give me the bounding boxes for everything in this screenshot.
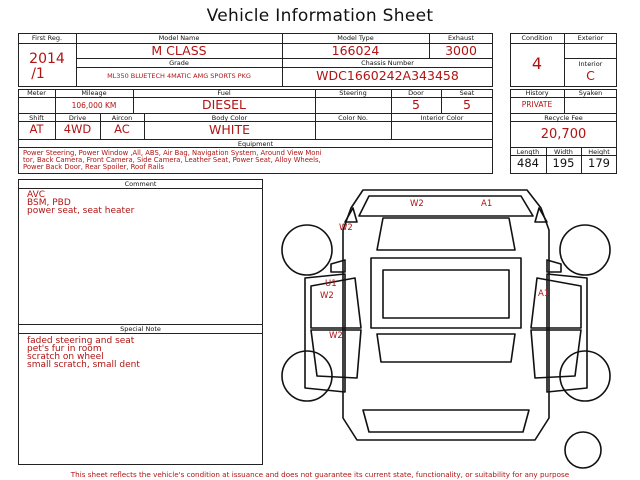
mileage-label: Mileage — [81, 89, 107, 97]
door-label: Door — [408, 89, 424, 97]
chassis-label: Chassis Number — [361, 59, 414, 67]
exhaust-label: Exhaust — [447, 34, 475, 42]
seat-value: 5 — [463, 97, 471, 112]
drive-label: Drive — [68, 114, 87, 122]
length-value: 484 — [517, 156, 539, 170]
car-body-outline — [343, 190, 549, 440]
comment-box — [18, 179, 263, 465]
grade-label: Grade — [169, 59, 189, 67]
chassis-value: WDC1660242A343458 — [316, 68, 459, 83]
model-type-label: Model Type — [337, 34, 374, 42]
fuel-label: Fuel — [217, 89, 231, 97]
color-no-label: Color No. — [338, 114, 368, 122]
model-name-value: M CLASS — [151, 43, 207, 58]
interior-value: C — [586, 68, 595, 83]
history-value: PRIVATE — [521, 100, 553, 109]
spare-wheel — [565, 432, 601, 468]
disclaimer-footer: This sheet reflects the vehicle's condition at issuance and does not guarantee its current state, functionality, or suitability for any purpose — [70, 470, 570, 479]
damage-mark-u1: U1 — [325, 279, 337, 289]
comment-line-1: AVC — [27, 190, 46, 200]
damage-mark-a1-right: A1 — [538, 289, 550, 299]
aircon-label: Aircon — [111, 114, 133, 122]
interior-color-label: Interior Color — [420, 114, 464, 122]
door-value: 5 — [412, 97, 420, 112]
damage-mark-w2-bottom: W2 — [329, 331, 343, 341]
body-color-label: Body Color — [211, 114, 248, 122]
special-note-line-3: scratch on wheel — [27, 352, 104, 362]
wheel-front-right — [560, 225, 610, 275]
shift-value: AT — [29, 122, 44, 136]
height-label: Height — [588, 148, 610, 156]
comment-line-3: power seat, seat heater — [27, 206, 135, 216]
steering-label: Steering — [339, 89, 367, 97]
damage-mark-w2-top: W2 — [410, 199, 424, 209]
equipment-line-2: tor, Back Camera, Front Camera, Side Camera, Leather Seat, Power Seat, Alloy Wheels, — [23, 156, 321, 164]
aircon-value: AC — [114, 122, 130, 136]
shift-label: Shift — [29, 114, 44, 122]
grade-value: ML350 BLUETECH 4MATIC AMG SPORTS PKG — [107, 72, 251, 80]
model-name-label: Model Name — [158, 34, 200, 42]
recycle-fee-label: Recycle Fee — [544, 114, 583, 122]
fuel-value: DIESEL — [201, 97, 246, 112]
comment-line-2: BSM, PBD — [27, 198, 71, 208]
height-value: 179 — [588, 156, 610, 170]
first-reg-label: First Reg. — [31, 34, 63, 42]
page-title: Vehicle Information Sheet — [206, 6, 434, 26]
exhaust-value: 3000 — [445, 43, 477, 58]
width-value: 195 — [552, 156, 575, 170]
condition-label: Condition — [521, 34, 553, 42]
special-note-label: Special Note — [120, 325, 161, 333]
interior-label: Interior — [578, 60, 603, 68]
special-note-line-2: pet's fur in room — [27, 344, 102, 354]
width-label: Width — [554, 148, 573, 156]
equipment-label: Equipment — [237, 140, 274, 148]
first-reg-month: /1 — [31, 66, 45, 82]
damage-mark-w2-left: W2 — [339, 223, 353, 233]
model-type-value: 166024 — [331, 43, 380, 58]
equipment-line-3: Power Back Door, Rear Spoiler, Roof Rails — [23, 163, 164, 171]
car-damage-diagram — [265, 178, 625, 470]
mileage-value: 106,000 KM — [71, 101, 117, 110]
condition-value: 4 — [531, 54, 543, 73]
equipment-line-1: Power Steering, Power Window ,All, ABS, Air Bag, Navigation System, Around View Moni — [23, 149, 322, 157]
damage-mark-a1-top: A1 — [481, 199, 493, 209]
damage-mark-w2-mid: W2 — [320, 291, 334, 301]
exterior-label: Exterior — [577, 34, 604, 42]
seat-label: Seat — [459, 89, 475, 97]
body-color-value: WHITE — [209, 122, 250, 137]
comment-label: Comment — [124, 180, 157, 188]
wheel-front-left — [282, 225, 332, 275]
length-label: Length — [516, 148, 540, 156]
drive-value: 4WD — [63, 122, 92, 136]
recycle-fee-value: 20,700 — [540, 127, 587, 142]
special-note-line-1: faded steering and seat — [27, 336, 135, 346]
first-reg-year: 2014 — [29, 51, 65, 67]
special-note-line-4: small scratch, small dent — [27, 360, 140, 370]
history-label: History — [525, 89, 549, 97]
syaken-label: Syaken — [578, 89, 603, 97]
meter-label: Meter — [27, 89, 46, 97]
